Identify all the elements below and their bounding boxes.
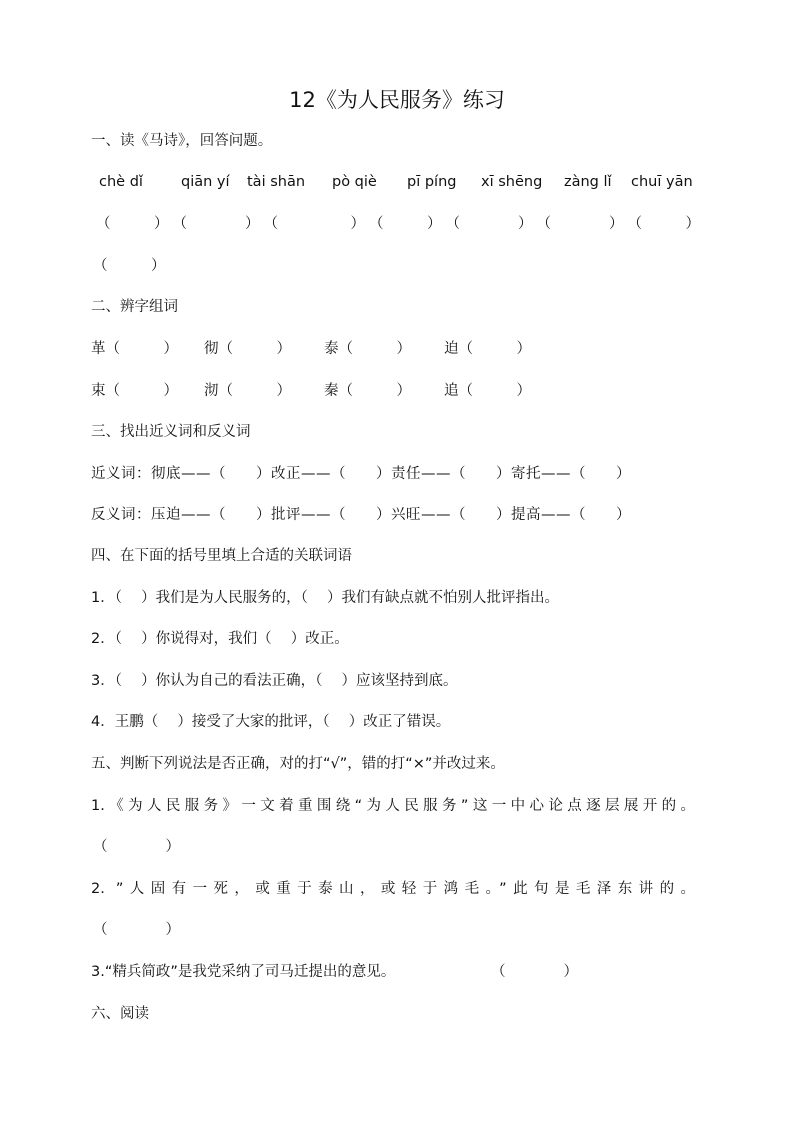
answer-blank[interactable]: （ ）	[172, 216, 260, 232]
question-5-1: 1.《为人民服务》一文着重围绕“为人民服务”这一中心论点逐层展开的。	[91, 798, 695, 814]
section-5-heading: 五、判断下列说法是否正确，对的打“√”，错的打“×”并改过来。	[91, 756, 505, 772]
char-row-1	[91, 339, 531, 359]
char-item: 革（ ）	[91, 341, 178, 357]
answer-blank[interactable]: （ ）	[491, 964, 578, 980]
question-4-3: 3．（ ）你认为自己的看法正确，（ ）应该坚持到底。	[91, 673, 458, 689]
section-4-heading: 四、在下面的括号里填上合适的关联词语	[91, 548, 352, 564]
pinyin-item: chè dǐ	[99, 174, 143, 190]
char-row-2	[91, 381, 531, 401]
pinyin-item: pī píng	[407, 174, 457, 190]
answer-blank[interactable]: （ ）	[93, 839, 180, 855]
synonym-line: 近义词：彻底——（ ）改正——（ ）责任——（ ）寄托——（ ）	[91, 466, 631, 482]
pinyin-item: pò qiè	[332, 174, 377, 190]
section-3-heading: 三、找出近义词和反义词	[91, 424, 251, 440]
question-5-3: 3.“精兵简政”是我党采纳了司马迁提出的意见。	[91, 964, 396, 980]
answer-blank[interactable]: （ ）	[536, 216, 624, 232]
pinyin-item: chuī yān	[631, 174, 693, 190]
answer-blank[interactable]: （ ）	[93, 258, 166, 274]
pinyin-item: xī shēng	[481, 174, 543, 190]
answer-blank[interactable]: （ ）	[263, 216, 365, 232]
char-item: 泰（ ）	[324, 341, 411, 357]
pinyin-row	[99, 172, 699, 192]
page-title: 12《为人民服务》练习	[289, 88, 505, 112]
question-4-2: 2．（ ）你说得对，我们（ ）改正。	[91, 631, 349, 647]
section-1-heading: 一、读《马诗》，回答问题。	[91, 133, 273, 149]
pinyin-item: tài shān	[247, 174, 306, 190]
pinyin-item: qiān yí	[181, 174, 230, 190]
section-6-heading: 六、阅读	[91, 1006, 149, 1022]
char-item: 束（ ）	[91, 383, 178, 399]
answer-blank[interactable]: （ ）	[93, 922, 180, 938]
answer-blank[interactable]: （ ）	[96, 216, 169, 232]
question-4-1: 1．（ ）我们是为人民服务的，（ ）我们有缺点就不怕别人批评指出。	[91, 590, 559, 606]
section-2-heading: 二、辨字组词	[91, 299, 178, 315]
answer-blank[interactable]: （ ）	[627, 216, 700, 232]
char-item: 迫（ ）	[444, 341, 531, 357]
question-4-4: 4．王鹏（ ）接受了大家的批评，（ ）改正了错误。	[91, 714, 451, 730]
answer-blank[interactable]: （ ）	[369, 216, 442, 232]
antonym-line: 反义词：压迫——（ ）批评——（ ）兴旺——（ ）提高——（ ）	[91, 507, 631, 523]
pinyin-item: zàng lǐ	[564, 174, 612, 190]
char-item: 彻（ ）	[204, 341, 291, 357]
answer-blank[interactable]: （ ）	[445, 216, 533, 232]
char-item: 追（ ）	[444, 383, 531, 399]
pinyin-answer-blanks	[96, 214, 700, 234]
char-item: 沏（ ）	[204, 383, 291, 399]
question-5-2: 2. ”人固有一死，或重于泰山，或轻于鸿毛。”此句是毛泽东讲的。	[91, 881, 695, 897]
char-item: 秦（ ）	[324, 383, 411, 399]
